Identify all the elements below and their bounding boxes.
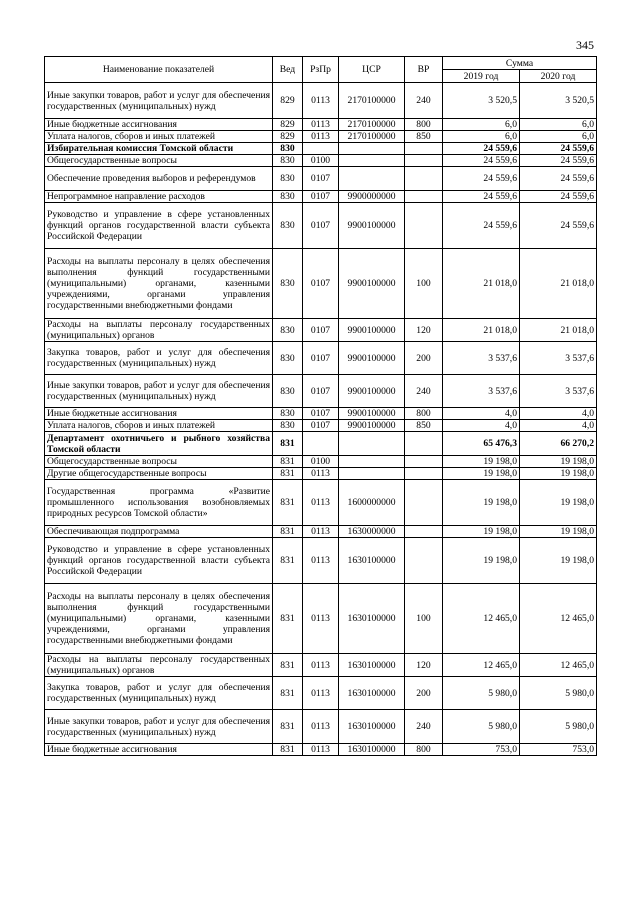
table-cell-2020: 753,0 [520,744,597,756]
table-cell-csr: 9900100000 [339,319,405,342]
table-cell-vr [405,526,443,538]
table-row [45,191,597,203]
table-cell-2020: 24 559,6 [520,203,597,249]
table-cell-name: Избирательная комиссия Томской области [45,143,273,155]
table-row [45,480,597,526]
table-cell-name: Иные бюджетные ассигнования [45,744,273,756]
table-cell-vr: 800 [405,744,443,756]
table-cell-ved: 831 [273,584,303,654]
table-cell-2019: 12 465,0 [443,654,520,677]
table-cell-2020: 4,0 [520,408,597,420]
table-cell-2020: 5 980,0 [520,677,597,710]
table-row [45,468,597,480]
table-cell-rzpr: 0107 [303,342,339,375]
table-cell-ved: 831 [273,468,303,480]
table-cell-ved: 831 [273,710,303,744]
table-cell-vr: 240 [405,375,443,408]
table-cell-name: Обеспечивающая подпрограмма [45,526,273,538]
table-cell-vr: 120 [405,654,443,677]
table-cell-name: Расходы на выплаты персоналу в целях обеспечения выполнения функций государственными (муниципальными) органами, казенными учреждениями, органами управления государственными внебюджетными фондами [45,584,273,654]
table-cell-ved: 830 [273,155,303,167]
table-row [45,677,597,710]
table-cell-vr: 240 [405,710,443,744]
table-cell-2019: 6,0 [443,119,520,131]
table-row [45,710,597,744]
table-cell-name: Уплата налогов, сборов и иных платежей [45,420,273,432]
table-cell-rzpr: 0113 [303,654,339,677]
table-cell-2019: 19 198,0 [443,526,520,538]
table-cell-vr [405,538,443,584]
table-cell-name: Уплата налогов, сборов и иных платежей [45,131,273,143]
table-cell-csr: 1630100000 [339,744,405,756]
table-cell-name: Общегосударственные вопросы [45,456,273,468]
table-cell-csr [339,143,405,155]
table-cell-ved: 829 [273,131,303,143]
table-cell-vr [405,468,443,480]
table-cell-ved: 830 [273,342,303,375]
header-sum: Сумма [443,57,597,70]
table-cell-csr: 9900100000 [339,408,405,420]
table-cell-name: Расходы на выплаты персоналу государственных (муниципальных) органов [45,654,273,677]
table-cell-ved: 830 [273,375,303,408]
table-cell-rzpr: 0113 [303,119,339,131]
table-cell-csr: 1600000000 [339,480,405,526]
table-cell-rzpr: 0107 [303,167,339,191]
table-cell-vr: 240 [405,83,443,119]
table-cell-name: Руководство и управление в сфере установленных функций органов государственной власти субъекта Российской Федерации [45,538,273,584]
table-cell-name: Расходы на выплаты персоналу государственных (муниципальных) органов [45,319,273,342]
table-cell-csr: 9900100000 [339,249,405,319]
table-row [45,167,597,191]
table-cell-vr: 100 [405,249,443,319]
table-cell-name: Иные закупки товаров, работ и услуг для обеспечения государственных (муниципальных) нужд [45,375,273,408]
table-cell-2020: 24 559,6 [520,155,597,167]
table-cell-ved: 830 [273,319,303,342]
table-cell-2019: 3 537,6 [443,342,520,375]
table-cell-ved: 830 [273,249,303,319]
table-cell-csr: 2170100000 [339,83,405,119]
table-cell-2019: 24 559,6 [443,203,520,249]
table-cell-name: Обеспечение проведения выборов и референдумов [45,167,273,191]
table-cell-2019: 24 559,6 [443,155,520,167]
table-row [45,654,597,677]
table-cell-2019: 753,0 [443,744,520,756]
header-name: Наименование показателей [45,57,273,83]
table-row [45,432,597,456]
table-cell-ved: 829 [273,119,303,131]
table-cell-2019: 19 198,0 [443,456,520,468]
table-cell-vr: 800 [405,119,443,131]
table-row [45,249,597,319]
table-cell-rzpr: 0113 [303,526,339,538]
table-cell-name: Департамент охотничьего и рыбного хозяйства Томской области [45,432,273,456]
table-cell-2020: 6,0 [520,119,597,131]
table-cell-rzpr: 0107 [303,420,339,432]
table-cell-csr: 2170100000 [339,131,405,143]
table-cell-2019: 65 476,3 [443,432,520,456]
table-cell-csr: 9900100000 [339,203,405,249]
table-cell-csr: 9900100000 [339,420,405,432]
table-cell-ved: 830 [273,167,303,191]
table-cell-rzpr: 0113 [303,131,339,143]
table-cell-csr: 1630100000 [339,677,405,710]
table-cell-name: Руководство и управление в сфере установленных функций органов государственной власти субъекта Российской Федерации [45,203,273,249]
table-cell-rzpr [303,432,339,456]
table-cell-name: Закупка товаров, работ и услуг для обеспечения государственных (муниципальных) нужд [45,677,273,710]
table-row [45,526,597,538]
table-cell-2020: 3 537,6 [520,342,597,375]
table-cell-ved: 830 [273,420,303,432]
header-year-2020: 2020 год [520,70,597,83]
header-ved: Вед [273,57,303,83]
table-cell-ved: 830 [273,408,303,420]
table-cell-2019: 19 198,0 [443,538,520,584]
table-cell-csr: 2170100000 [339,119,405,131]
table-cell-ved: 831 [273,432,303,456]
table-cell-csr: 1630100000 [339,538,405,584]
table-cell-2019: 21 018,0 [443,249,520,319]
table-cell-vr: 200 [405,342,443,375]
table-cell-rzpr: 0113 [303,744,339,756]
table-cell-csr: 1630000000 [339,526,405,538]
table-cell-rzpr: 0113 [303,480,339,526]
table-cell-2019: 12 465,0 [443,584,520,654]
table-cell-csr: 9900100000 [339,342,405,375]
table-cell-csr: 1630100000 [339,584,405,654]
table-cell-vr [405,191,443,203]
table-cell-rzpr: 0100 [303,155,339,167]
table-row [45,83,597,119]
table-cell-2020: 66 270,2 [520,432,597,456]
table-cell-2019: 24 559,6 [443,143,520,155]
table-cell-csr: 9900100000 [339,375,405,408]
table-cell-ved: 831 [273,456,303,468]
table-cell-2020: 24 559,6 [520,191,597,203]
table-cell-csr [339,155,405,167]
header-csr: ЦСР [339,57,405,83]
table-cell-2020: 3 537,6 [520,375,597,408]
table-cell-rzpr: 0113 [303,468,339,480]
table-cell-2019: 24 559,6 [443,191,520,203]
table-cell-2020: 19 198,0 [520,526,597,538]
table-cell-ved: 830 [273,203,303,249]
table-row [45,538,597,584]
table-cell-name: Расходы на выплаты персоналу в целях обеспечения выполнения функций государственными (муниципальными) органами, казенными учреждениями, органами управления государственными внебюджетными фондами [45,249,273,319]
table-cell-rzpr: 0100 [303,456,339,468]
table-cell-ved: 830 [273,191,303,203]
table-cell-vr: 200 [405,677,443,710]
table-cell-vr [405,167,443,191]
table-cell-name: Общегосударственные вопросы [45,155,273,167]
table-cell-rzpr: 0107 [303,249,339,319]
table-cell-2019: 3 520,5 [443,83,520,119]
table-cell-vr [405,456,443,468]
table-cell-vr [405,143,443,155]
table-row [45,744,597,756]
table-cell-2020: 3 520,5 [520,83,597,119]
table-cell-rzpr: 0113 [303,538,339,584]
table-cell-2020: 19 198,0 [520,480,597,526]
table-cell-ved: 831 [273,538,303,584]
table-cell-2020: 19 198,0 [520,538,597,584]
table-cell-2019: 19 198,0 [443,480,520,526]
table-cell-2020: 24 559,6 [520,143,597,155]
table-cell-2020: 6,0 [520,131,597,143]
table-row [45,456,597,468]
table-cell-2019: 6,0 [443,131,520,143]
table-cell-2020: 12 465,0 [520,584,597,654]
budget-table [44,56,597,756]
page-number: 345 [576,38,594,52]
table-cell-ved: 831 [273,654,303,677]
table-cell-vr [405,432,443,456]
table-cell-name: Непрограммное направление расходов [45,191,273,203]
table-cell-rzpr [303,143,339,155]
table-cell-ved: 829 [273,83,303,119]
table-cell-vr: 100 [405,584,443,654]
table-cell-vr: 120 [405,319,443,342]
table-cell-2020: 21 018,0 [520,249,597,319]
table-cell-rzpr: 0107 [303,375,339,408]
table-cell-ved: 831 [273,677,303,710]
table-cell-rzpr: 0113 [303,83,339,119]
table-row [45,408,597,420]
table-cell-rzpr: 0107 [303,319,339,342]
table-cell-csr [339,468,405,480]
table-cell-vr [405,155,443,167]
table-cell-rzpr: 0113 [303,584,339,654]
table-row [45,584,597,654]
table-cell-2020: 5 980,0 [520,710,597,744]
table-cell-csr [339,456,405,468]
table-cell-rzpr: 0107 [303,191,339,203]
table-row [45,319,597,342]
table-cell-name: Другие общегосударственные вопросы [45,468,273,480]
table-cell-2020: 19 198,0 [520,456,597,468]
table-cell-csr: 1630100000 [339,654,405,677]
header-rzpr: РзПр [303,57,339,83]
table-cell-rzpr: 0113 [303,710,339,744]
table-cell-2020: 19 198,0 [520,468,597,480]
table-row [45,119,597,131]
table-cell-2019: 4,0 [443,420,520,432]
table-cell-csr [339,167,405,191]
table-row [45,155,597,167]
table-cell-name: Иные бюджетные ассигнования [45,408,273,420]
table-cell-2019: 19 198,0 [443,468,520,480]
table-cell-ved: 831 [273,744,303,756]
table-cell-2019: 21 018,0 [443,319,520,342]
table-cell-rzpr: 0107 [303,408,339,420]
table-row [45,143,597,155]
table-cell-2020: 24 559,6 [520,167,597,191]
table-cell-csr [339,432,405,456]
table-row [45,420,597,432]
table-cell-vr: 800 [405,408,443,420]
table-cell-2019: 3 537,6 [443,375,520,408]
table-cell-2019: 4,0 [443,408,520,420]
table-cell-2020: 4,0 [520,420,597,432]
table-cell-name: Иные закупки товаров, работ и услуг для обеспечения государственных (муниципальных) нужд [45,710,273,744]
table-cell-name: Государственная программа «Развитие промышленного использования возобновляемых природных ресурсов Томской области» [45,480,273,526]
table-cell-name: Закупка товаров, работ и услуг для обеспечения государственных (муниципальных) нужд [45,342,273,375]
table-cell-rzpr: 0113 [303,677,339,710]
table-row [45,342,597,375]
table-cell-2020: 12 465,0 [520,654,597,677]
table-cell-2020: 21 018,0 [520,319,597,342]
table-row [45,131,597,143]
header-vr: ВР [405,57,443,83]
table-row [45,375,597,408]
table-body [45,83,597,756]
table-cell-vr: 850 [405,420,443,432]
table-cell-name: Иные бюджетные ассигнования [45,119,273,131]
table-cell-ved: 831 [273,526,303,538]
header-year-2019: 2019 год [443,70,520,83]
table-cell-2019: 24 559,6 [443,167,520,191]
table-cell-ved: 830 [273,143,303,155]
table-cell-name: Иные закупки товаров, работ и услуг для обеспечения государственных (муниципальных) нужд [45,83,273,119]
table-cell-vr: 850 [405,131,443,143]
table-cell-2019: 5 980,0 [443,677,520,710]
table-cell-csr: 1630100000 [339,710,405,744]
table-cell-ved: 831 [273,480,303,526]
table-cell-csr: 9900000000 [339,191,405,203]
table-cell-vr [405,480,443,526]
table-cell-rzpr: 0107 [303,203,339,249]
table-cell-vr [405,203,443,249]
table-cell-2019: 5 980,0 [443,710,520,744]
table-row [45,203,597,249]
